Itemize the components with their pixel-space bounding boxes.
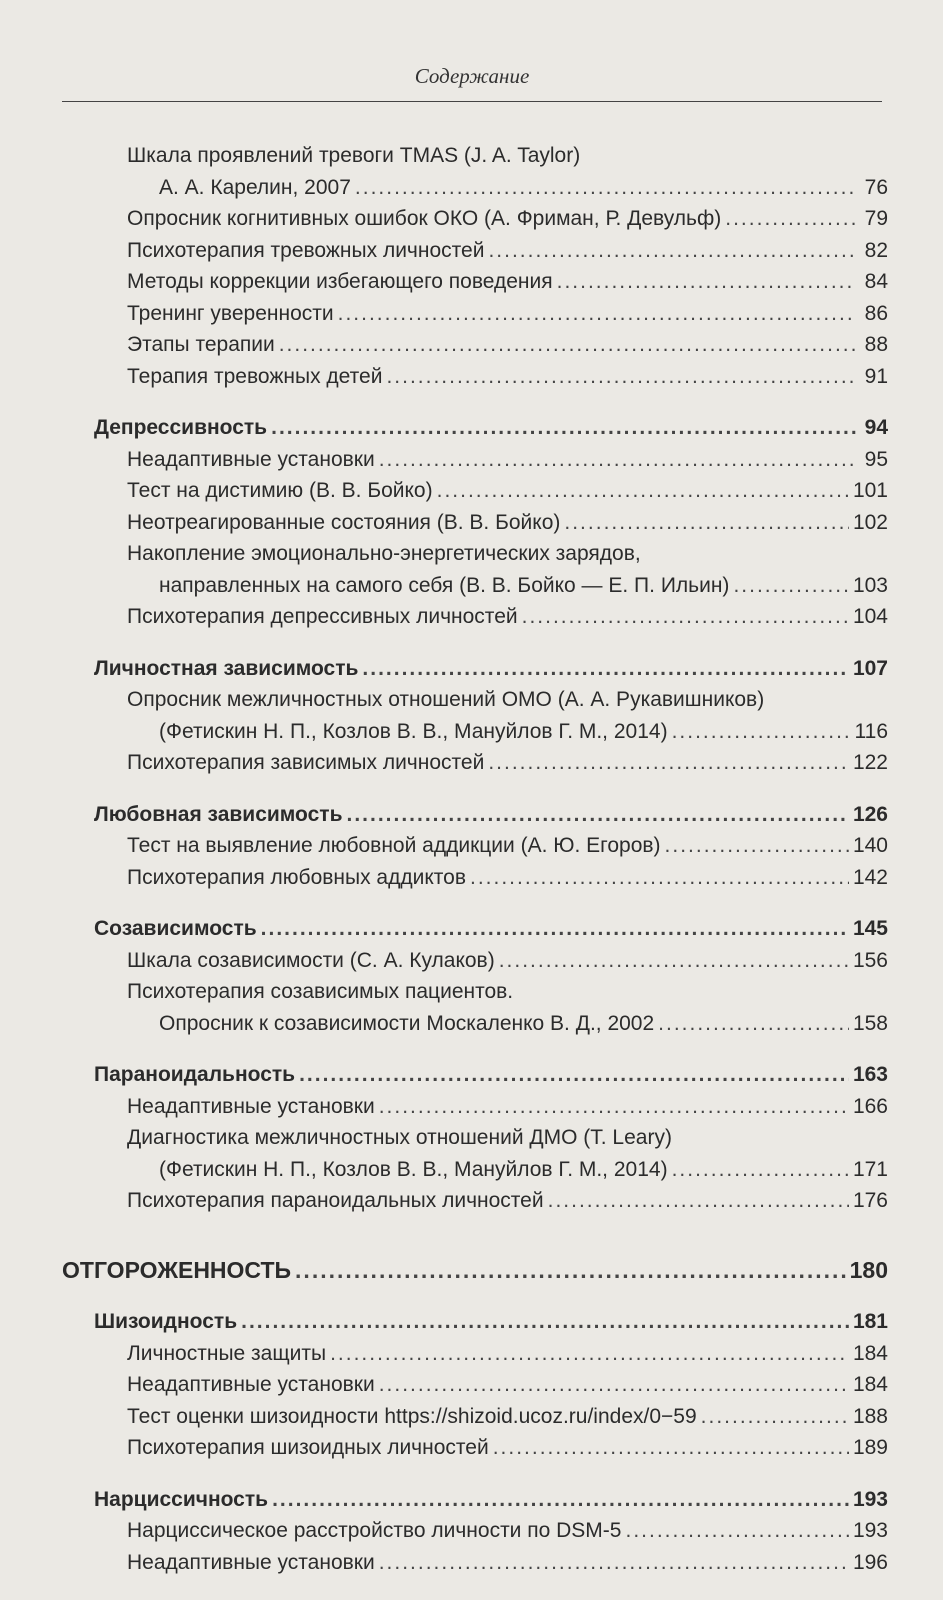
toc-entry-title: Неотреагированные состояния (В. В. Бойко) bbox=[127, 510, 561, 534]
toc-entry-title: Тест оценки шизоидности https://shizoid.ucoz.ru/index/0−59 bbox=[127, 1404, 697, 1428]
toc-part-heading[interactable] bbox=[62, 1255, 888, 1287]
toc-entry[interactable] bbox=[62, 266, 888, 298]
toc-entry[interactable] bbox=[62, 1338, 888, 1370]
leader-dots bbox=[548, 1185, 849, 1217]
page-number: 188 bbox=[852, 1404, 888, 1428]
toc-section-heading[interactable] bbox=[62, 1306, 888, 1338]
leader-dots bbox=[522, 601, 849, 633]
leader-dots bbox=[379, 1091, 849, 1123]
toc-entry[interactable] bbox=[62, 1185, 888, 1217]
page-number: 189 bbox=[852, 1436, 888, 1459]
toc-entry-title: Шкала проявлений тревоги TMAS (J. A. Taylor) bbox=[127, 144, 581, 167]
toc-section-heading[interactable] bbox=[62, 1059, 888, 1091]
toc-entry-title: Психотерапия тревожных личностей bbox=[127, 238, 485, 262]
toc-entry[interactable] bbox=[62, 570, 888, 602]
page-number: 122 bbox=[852, 751, 888, 774]
toc-group-paranoia bbox=[62, 1059, 888, 1217]
leader-dots bbox=[557, 266, 856, 298]
leader-dots bbox=[241, 1306, 849, 1338]
table-of-contents bbox=[62, 140, 888, 1578]
leader-dots bbox=[493, 1432, 849, 1464]
page-number: 163 bbox=[852, 1063, 888, 1086]
page-number: 158 bbox=[852, 1011, 888, 1035]
toc-entry[interactable] bbox=[62, 444, 888, 476]
toc-section-heading[interactable] bbox=[62, 653, 888, 685]
toc-entry[interactable] bbox=[62, 329, 888, 361]
toc-part-title: ОТГОРОЖЕННОСТЬ bbox=[62, 1256, 292, 1283]
toc-entry-title: Диагностика межличностных отношений ДМО (T. Leary) bbox=[127, 1126, 672, 1149]
leader-dots bbox=[625, 1515, 848, 1547]
page-number: 104 bbox=[852, 605, 888, 628]
toc-entry-title: Личностные защиты bbox=[127, 1341, 327, 1365]
toc-entry-title: Психотерапия параноидальных личностей bbox=[127, 1189, 544, 1212]
toc-entry-title: Опросник когнитивных ошибок ОКО (А. Фриман, Р. Девульф) bbox=[127, 207, 722, 230]
page-number: 91 bbox=[864, 364, 888, 388]
running-title: Содержание bbox=[414, 64, 530, 88]
toc-section-title: Любовная зависимость bbox=[94, 802, 343, 826]
page-number: 95 bbox=[864, 447, 888, 471]
toc-section-heading[interactable] bbox=[62, 913, 888, 945]
leader-dots bbox=[672, 716, 851, 748]
toc-entry[interactable] bbox=[62, 601, 888, 633]
leader-dots bbox=[658, 1008, 849, 1040]
page-number: 184 bbox=[852, 1341, 888, 1365]
page-number: 193 bbox=[852, 1519, 888, 1542]
page-number: 116 bbox=[854, 719, 888, 743]
page-number: 82 bbox=[864, 238, 888, 262]
toc-entry-title: Психотерапия зависимых личностей bbox=[127, 751, 485, 774]
page-number: 86 bbox=[864, 301, 888, 325]
leader-dots bbox=[355, 172, 856, 204]
leader-dots bbox=[564, 507, 849, 539]
toc-entry-title: Психотерапия депрессивных личностей bbox=[127, 605, 518, 628]
toc-entry[interactable] bbox=[62, 1369, 888, 1401]
toc-entry-title: Терапия тревожных детей bbox=[127, 364, 383, 388]
leader-dots bbox=[271, 412, 856, 444]
leader-dots bbox=[295, 1255, 846, 1287]
toc-group-depressiveness bbox=[62, 412, 888, 633]
page-number: 193 bbox=[852, 1487, 888, 1511]
page-number: 176 bbox=[852, 1189, 888, 1212]
toc-section-title: Шизоидность bbox=[94, 1310, 238, 1333]
toc-entry-title: Неадаптивные установки bbox=[127, 1094, 375, 1118]
page-number: 140 bbox=[852, 834, 888, 857]
page-number: 76 bbox=[864, 175, 888, 199]
page-number: 181 bbox=[852, 1310, 888, 1333]
toc-entry[interactable] bbox=[62, 475, 888, 507]
toc-section-title: Личностная зависимость bbox=[94, 656, 359, 680]
toc-entry-title: Методы коррекции избегающего поведения bbox=[127, 270, 553, 293]
toc-entry[interactable] bbox=[62, 747, 888, 779]
page-number: 79 bbox=[864, 207, 888, 230]
leader-dots bbox=[488, 235, 856, 267]
toc-entry[interactable] bbox=[62, 235, 888, 267]
toc-entry[interactable] bbox=[62, 1091, 888, 1123]
toc-group-codependence bbox=[62, 913, 888, 1039]
toc-entry-title: А. А. Карелин, 2007 bbox=[159, 175, 351, 199]
toc-entry-title: Психотерапия любовных аддиктов bbox=[127, 865, 466, 889]
toc-entry[interactable] bbox=[62, 1515, 888, 1547]
toc-section-title: Депрессивность bbox=[94, 416, 268, 439]
page-number: 101 bbox=[852, 479, 888, 502]
toc-entry-title: Тест на выявление любовной аддикции (А. Ю. Егоров) bbox=[127, 834, 661, 857]
leader-dots bbox=[362, 653, 849, 685]
page-number: 184 bbox=[852, 1373, 888, 1396]
page-number: 156 bbox=[852, 948, 888, 972]
toc-section-heading[interactable] bbox=[62, 799, 888, 831]
toc-entry-title: Неадаптивные установки bbox=[127, 1373, 375, 1396]
page-number: 142 bbox=[852, 865, 888, 889]
toc-entry-title: Психотерапия шизоидных личностей bbox=[127, 1436, 489, 1459]
leader-dots bbox=[279, 329, 856, 361]
toc-entry-title: Этапы терапии bbox=[127, 333, 275, 356]
leader-dots bbox=[437, 475, 849, 507]
leader-dots bbox=[470, 862, 849, 894]
leader-dots bbox=[665, 830, 849, 862]
toc-group-narcissism bbox=[62, 1484, 888, 1579]
leader-dots bbox=[261, 913, 849, 945]
toc-entry[interactable] bbox=[62, 361, 888, 393]
leader-dots bbox=[379, 1547, 849, 1579]
page-number: 94 bbox=[864, 416, 888, 439]
toc-entry-title: Неадаптивные установки bbox=[127, 1550, 375, 1574]
toc-group-schizoid bbox=[62, 1306, 888, 1464]
toc-section-title: Нарциссичность bbox=[94, 1487, 269, 1511]
toc-entry-title: Тест на дистимию (В. В. Бойко) bbox=[127, 479, 433, 502]
toc-entry-title: Шкала созависимости (С. А. Кулаков) bbox=[127, 948, 495, 972]
page-number: 103 bbox=[852, 573, 888, 597]
toc-entry[interactable] bbox=[62, 830, 888, 862]
toc-entry-title: Нарциссическое расстройство личности по DSM-5 bbox=[127, 1519, 622, 1542]
leader-dots bbox=[733, 570, 849, 602]
toc-entry[interactable] bbox=[62, 172, 888, 204]
leader-dots bbox=[379, 1369, 849, 1401]
leader-dots bbox=[725, 203, 856, 235]
toc-entry[interactable] bbox=[62, 945, 888, 977]
toc-entry-title: Опросник к созависимости Москаленко В. Д., 2002 bbox=[159, 1011, 655, 1035]
toc-entry[interactable] bbox=[62, 1008, 888, 1040]
leader-dots bbox=[672, 1154, 849, 1186]
toc-entry-title: направленных на самого себя (В. В. Бойко — Е. П. Ильин) bbox=[159, 573, 730, 597]
header-rule bbox=[62, 101, 882, 102]
page-number: 107 bbox=[852, 656, 888, 680]
toc-entry[interactable] bbox=[62, 862, 888, 894]
page-number: 196 bbox=[852, 1550, 888, 1574]
toc-entry-title: Накопление эмоционально-энергетических зарядов, bbox=[127, 542, 641, 565]
leader-dots bbox=[499, 945, 849, 977]
toc-entry[interactable] bbox=[62, 1432, 888, 1464]
page-number: 180 bbox=[849, 1256, 888, 1283]
leader-dots bbox=[338, 298, 856, 330]
toc-group-love-dependence bbox=[62, 799, 888, 894]
leader-dots bbox=[488, 747, 849, 779]
page-number: 102 bbox=[852, 510, 888, 534]
toc-section-heading[interactable] bbox=[62, 412, 888, 444]
leader-dots bbox=[330, 1338, 849, 1370]
toc-entry-title: (Фетискин Н. П., Козлов В. В., Мануйлов Г. М., 2014) bbox=[159, 1157, 668, 1181]
page-number: 88 bbox=[864, 333, 888, 356]
toc-group-personal-dependence bbox=[62, 653, 888, 779]
leader-dots bbox=[701, 1401, 849, 1433]
page-number: 126 bbox=[852, 802, 888, 826]
toc-section-title: Параноидальность bbox=[94, 1063, 296, 1086]
toc-entry-title: Неадаптивные установки bbox=[127, 447, 375, 471]
toc-entry-title: (Фетискин Н. П., Козлов В. В., Мануйлов Г. М., 2014) bbox=[159, 719, 668, 743]
toc-entry-title: Опросник межличностных отношений ОМО (А. А. Рукавишников) bbox=[127, 688, 765, 711]
toc-entry[interactable] bbox=[62, 1401, 888, 1433]
toc-section-heading[interactable] bbox=[62, 1484, 888, 1516]
leader-dots bbox=[272, 1484, 849, 1516]
page-number: 171 bbox=[852, 1157, 888, 1181]
toc-entry[interactable] bbox=[62, 298, 888, 330]
toc-entry[interactable] bbox=[62, 1154, 888, 1186]
page-number: 145 bbox=[852, 917, 888, 940]
leader-dots bbox=[299, 1059, 849, 1091]
toc-entry[interactable] bbox=[62, 1547, 888, 1579]
leader-dots bbox=[346, 799, 848, 831]
toc-entry-title: Психотерапия созависимых пациентов. bbox=[127, 980, 514, 1003]
toc-entry-title: Тренинг уверенности bbox=[127, 301, 334, 325]
toc-entry[interactable] bbox=[62, 716, 888, 748]
toc-section-title: Созависимость bbox=[94, 917, 257, 940]
toc-entry[interactable] bbox=[62, 507, 888, 539]
page-number: 166 bbox=[852, 1094, 888, 1118]
toc-entry[interactable] bbox=[62, 203, 888, 235]
leader-dots bbox=[386, 361, 856, 393]
toc-group-anxiety bbox=[62, 140, 888, 392]
leader-dots bbox=[379, 444, 856, 476]
page-number: 84 bbox=[864, 270, 888, 293]
toc-part-isolation bbox=[62, 1255, 888, 1287]
